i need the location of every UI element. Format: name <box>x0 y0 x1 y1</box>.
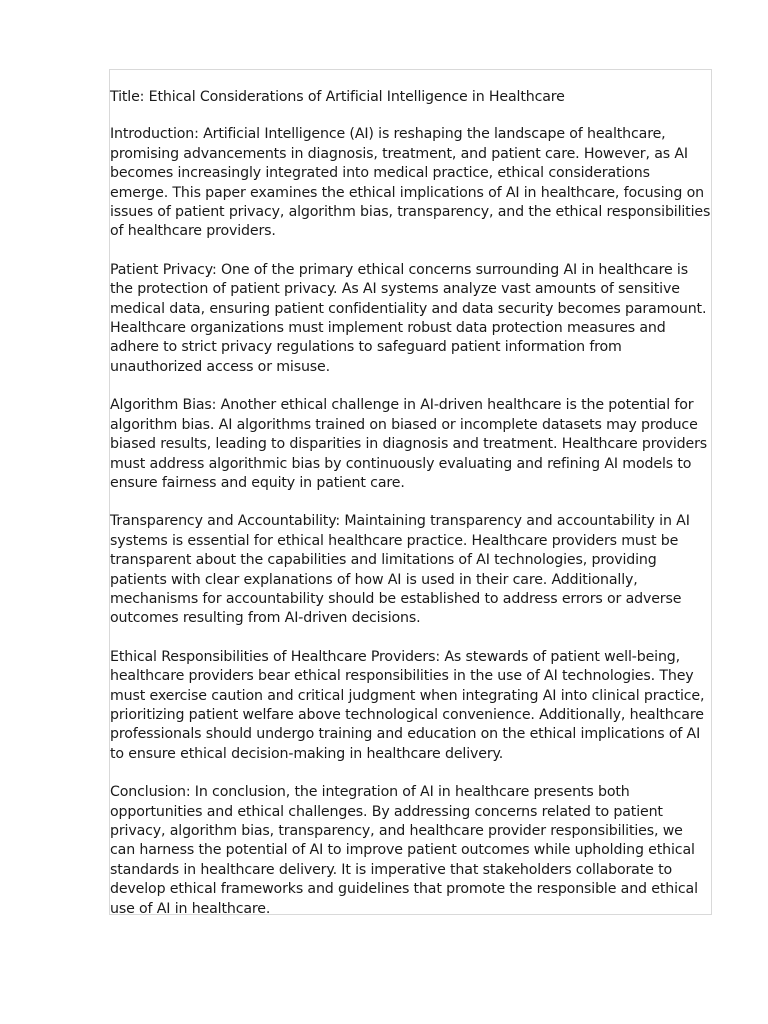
document-title: Title: Ethical Considerations of Artificial Intelligence in Healthcare <box>110 89 565 105</box>
paragraph-patient-privacy: Patient Privacy: One of the primary ethical concerns surrounding AI in healthcare is the protection of patient privacy. As AI systems analyze vast amounts of sensitive medical data, ensuring patient confidentiality and data security becomes paramount. Healthcare organizations must implement robust data protection measures and adhere to strict privacy regulations to safeguard patient information from unauthorized access or misuse. <box>110 261 707 375</box>
paragraph-ethical-responsibilities: Ethical Responsibilities of Healthcare Providers: As stewards of patient well-being, healthcare providers bear ethical responsibilities in the use of AI technologies. They must exercise caution and critical judgment when integrating AI into clinical practice, prioritizing patient welfare above technological convenience. Additionally, healthcare professionals should undergo training and education on the ethical implications of AI to ensure ethical decision-making in healthcare delivery. <box>110 648 705 762</box>
paragraph-transparency-accountability: Transparency and Accountability: Maintaining transparency and accountability in AI systems is essential for ethical healthcare practice. Healthcare providers must be transparent about the capabilities and limitations of AI technologies, providing patients with clear explanations of how AI is used in their care. Additionally, mechanisms for accountability should be established to address errors or adverse outcomes resulting from AI-driven decisions. <box>110 513 690 627</box>
document-text-box <box>110 88 712 938</box>
paragraph-introduction: Introduction: Artificial Intelligence (AI) is reshaping the landscape of healthcare, promising advancements in diagnosis, treatment, and patient care. However, as AI becomes increasingly integrated into medical practice, ethical considerations emerge. This paper examines the ethical implications of AI in healthcare, focusing on issues of patient privacy, algorithm bias, transparency, and the ethical responsibilities of healthcare providers. <box>110 126 711 240</box>
paragraph-conclusion: Conclusion: In conclusion, the integration of AI in healthcare presents both opportunities and ethical challenges. By addressing concerns related to patient privacy, algorithm bias, transparency, and healthcare provider responsibilities, we can harness the potential of AI to improve patient outcomes while upholding ethical standards in healthcare delivery. It is imperative that stakeholders collaborate to develop ethical frameworks and guidelines that promote the responsible and ethical use of AI in healthcare. <box>110 784 698 917</box>
paragraph-algorithm-bias: Algorithm Bias: Another ethical challenge in AI-driven healthcare is the potential for algorithm bias. AI algorithms trained on biased or incomplete datasets may produce biased results, leading to disparities in diagnosis and treatment. Healthcare providers must address algorithmic bias by continuously evaluating and refining AI models to ensure fairness and equity in patient care. <box>110 397 708 491</box>
